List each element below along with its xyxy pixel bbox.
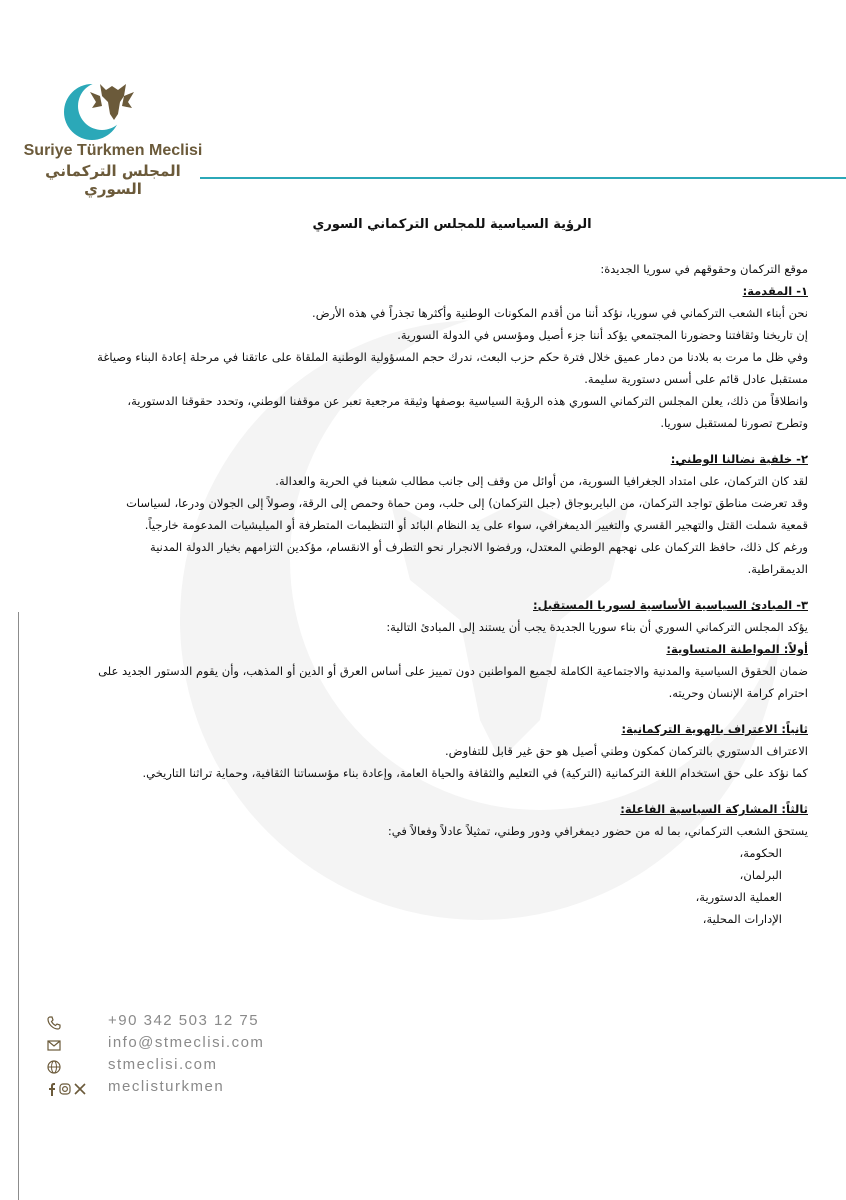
document-title: الرؤية السياسية للمجلس التركماني السوري (312, 217, 592, 232)
sidebar-divider (18, 612, 19, 1200)
paragraph: يستحق الشعب التركماني، بما له من حضور ديمغرافي ودور وطني، تمثيلاً عادلاً وفعالاً في: (387, 824, 808, 838)
list-item: الحكومة، (739, 846, 782, 860)
section-spacer (96, 580, 808, 594)
paragraph: يؤكد المجلس التركماني السوري أن بناء سوريا الجديدة يجب أن يستند إلى المبادئ التالية: (386, 620, 808, 634)
paragraph: وقد تعرضت مناطق تواجد التركمان، من البايربوجاق (جبل التركمان) إلى حلب، ومن حماة وحمص إلى الرقة، وصولاً إلى الجولان ودرعا، لسياسات قمعية شملت القتل والتهجير القسري والتغيير الديمغرافي، سواء على يد النظام البائد أو التنظيمات المتطرفة أو الميليشيات المدعومة خارجياً. (126, 496, 808, 532)
contact-website (46, 1056, 306, 1078)
contact-email (46, 1034, 306, 1056)
section-heading: ٢- خلفية نضالنا الوطني: (670, 452, 808, 466)
social-icons[interactable] (46, 1081, 88, 1097)
paragraph: ضمان الحقوق السياسية والمدنية والاجتماعية الكاملة لجميع المواطنين دون تمييز على أساس العرق أو الدين أو المذهب، وأن يقوم الدستور الجديد على احترام كرامة الإنسان وحريته. (98, 664, 808, 700)
contact-social (46, 1078, 306, 1100)
list-item: الإدارات المحلية، (702, 912, 782, 926)
crescent-eagle-logo (62, 78, 142, 144)
brand-name-latin: Suriye Türkmen Meclisi (23, 142, 203, 159)
subsection-heading: ثالثاً: المشاركة السياسية الفاعلة: (620, 802, 808, 816)
paragraph: لقد كان التركمان، على امتداد الجغرافيا السورية، من أوائل من وقف إلى جانب مطالب شعبنا في الحرية والعدالة. (275, 474, 808, 488)
section-spacer (96, 434, 808, 448)
subsection-heading: ثانياً: الاعتراف بالهوية التركمانية: (621, 722, 808, 736)
paragraph: كما نؤكد على حق استخدام اللغة التركمانية (التركية) في التعليم والثقافة والحياة العامة، وإعادة بناء مؤسساتنا الثقافية، وحماية تراثنا التاريخي. (142, 766, 808, 780)
subsection-heading: أولاً: المواطنة المتساوية: (666, 642, 808, 656)
phone-text[interactable]: +90 342 503 12 75 (108, 1012, 260, 1029)
envelope-icon (46, 1037, 62, 1053)
header-divider (200, 177, 846, 179)
website-text[interactable]: stmeclisi.com (108, 1056, 218, 1073)
list-item: العملية الدستورية، (695, 890, 782, 904)
section-spacer (96, 704, 808, 718)
contact-block (46, 1012, 306, 1100)
paragraph: نحن أبناء الشعب التركماني في سوريا، نؤكد أننا من أقدم المكونات الوطنية وأكثرها تجذراً في هذه الأرض. (312, 306, 808, 320)
section-heading: ١- المقدمة: (742, 284, 808, 298)
phone-icon (46, 1015, 62, 1031)
paragraph: وانطلاقاً من ذلك، يعلن المجلس التركماني السوري هذه الرؤية السياسية بوصفها وثيقة مرجعية تعبر عن موقفنا الوطني، وتحدد حقوقنا الدستورية، وتطرح تصورنا لمستقبل سوريا. (127, 394, 808, 430)
email-text[interactable]: info@stmeclisi.com (108, 1034, 265, 1051)
brand-name-arabic: المجلس التركماني السوري (45, 162, 181, 198)
contact-phone (46, 1012, 306, 1034)
social-handle-text[interactable]: meclisturkmen (108, 1078, 225, 1095)
paragraph: الاعتراف الدستوري بالتركمان كمكون وطني أصيل هو حق غير قابل للتفاوض. (445, 744, 808, 758)
section-heading: ٣- المبادئ السياسية الأساسية لسوريا المستقبل: (533, 598, 808, 612)
paragraph: ورغم كل ذلك، حافظ التركمان على نهجهم الوطني المعتدل، ورفضوا الانجرار نحو التطرف أو الانقسام، مؤكدين التزامهم بخيار الدولة المدنية الديمقراطية. (150, 540, 808, 576)
document-intro: موقع التركمان وحقوقهم في سوريا الجديدة: (600, 262, 808, 276)
paragraph: إن تاريخنا وثقافتنا وحضورنا المجتمعي يؤكد أننا جزء أصيل ومؤسس في الدولة السورية. (397, 328, 808, 342)
section-spacer (96, 784, 808, 798)
paragraph: وفي ظل ما مرت به بلادنا من دمار عميق خلال فترة حكم حزب البعث، ندرك حجم المسؤولية الوطنية الملقاة على عاتقنا في مرحلة إعادة البناء وصياغة مستقبل عادل قائم على أسس دستورية سليمة. (97, 350, 808, 386)
globe-icon (46, 1059, 62, 1075)
document-body (96, 214, 808, 930)
list-item: البرلمان، (739, 868, 782, 882)
